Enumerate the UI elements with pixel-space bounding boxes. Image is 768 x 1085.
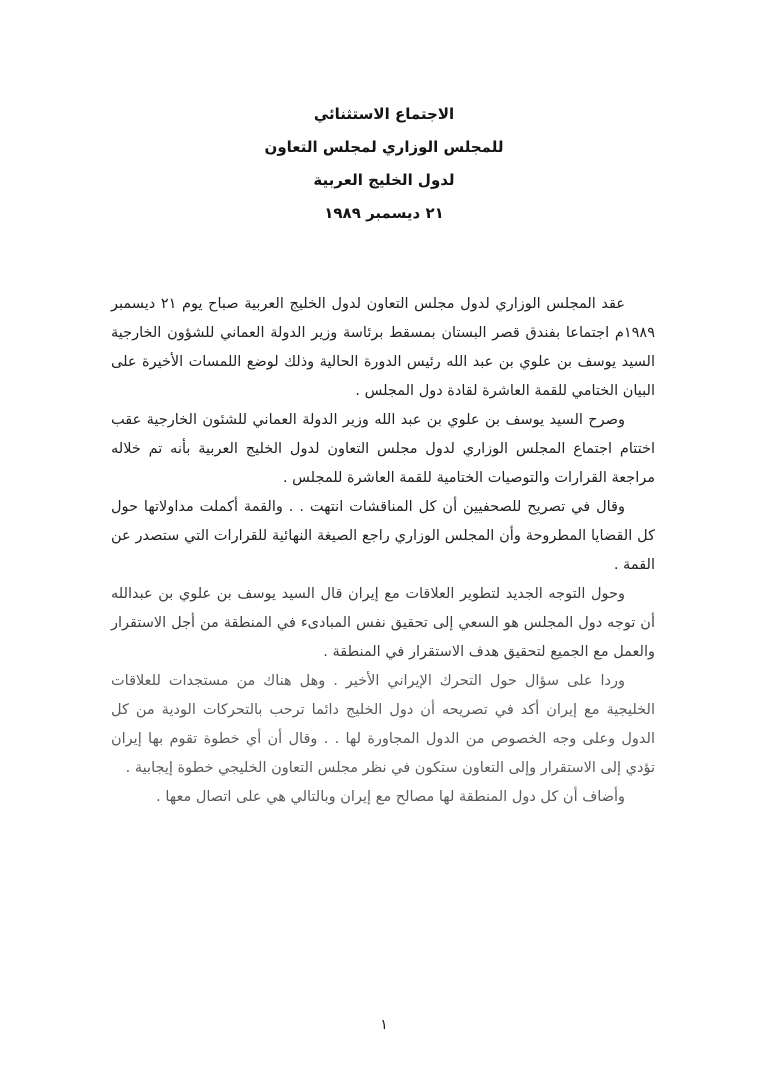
title-line-2: للمجلس الوزاري لمجلس التعاون: [264, 138, 504, 156]
title-line-1: الاجتماع الاستثنائي: [313, 105, 455, 123]
paragraph-5: وردا على سؤال حول التحرك الإيراني الأخير . وهل هناك من مستجدات للعلاقات الخليجية مع إيران أكد في تصريحه أن دول الخليج دائما ترحب بالتحركات الودية من كل الدول وعلى وجه الخصوص من الدول المجاورة لها . . وقال أن أي خطوة تقوم بها إيران تؤدي إلى الاستقرار وإلى التعاون ستكون في نظر مجلس التعاون الخليجي خطوة إيجابية .: [111, 673, 655, 776]
title-line-3: لدول الخليج العربية: [313, 171, 455, 189]
document-title-block: [0, 98, 768, 230]
page-number: ١: [380, 1017, 388, 1033]
document-body: [111, 290, 655, 812]
title-date: ٢١ ديسمبر ١٩٨٩: [324, 204, 444, 222]
paragraph-6: وأضاف أن كل دول المنطقة لها مصالح مع إيران وبالتالي هي على اتصال معها .: [156, 789, 625, 805]
paragraph-3: وقال في تصريح للصحفيين أن كل المناقشات انتهت . . والقمة أكملت مداولاتها حول كل القضايا المطروحة وأن المجلس الوزاري راجع الصيغة النهائية للقرارات التي ستصدر عن القمة .: [111, 499, 655, 573]
paragraph-4: وحول التوجه الجديد لتطوير العلاقات مع إيران قال السيد يوسف بن علوي بن عبدالله أن توجه دول المجلس هو السعي إلى تحقيق نفس المبادىء في المنطقة من أجل الاستقرار والعمل مع الجميع لتحقيق هدف الاستقرار في المنطقة .: [111, 586, 655, 660]
paragraph-1: عقد المجلس الوزاري لدول مجلس التعاون لدول الخليج العربية صباح يوم ٢١ ديسمبر ١٩٨٩م اجتماعا بفندق قصر البستان بمسقط برئاسة وزير الدولة العماني للشؤون الخارجية السيد يوسف بن علوي بن عبد الله رئيس الدورة الحالية وذلك لوضع اللمسات الأخيرة على البيان الختامي للقمة العاشرة لقادة دول المجلس .: [111, 296, 655, 399]
paragraph-2: وصرح السيد يوسف بن علوي بن عبد الله وزير الدولة العماني للشئون الخارجية عقب اختتام اجتماع المجلس الوزاري لدول مجلس التعاون لدول الخليج العربية بأنه تم خلاله مراجعة القرارات والتوصيات الختامية للقمة العاشرة للمجلس .: [111, 412, 655, 486]
